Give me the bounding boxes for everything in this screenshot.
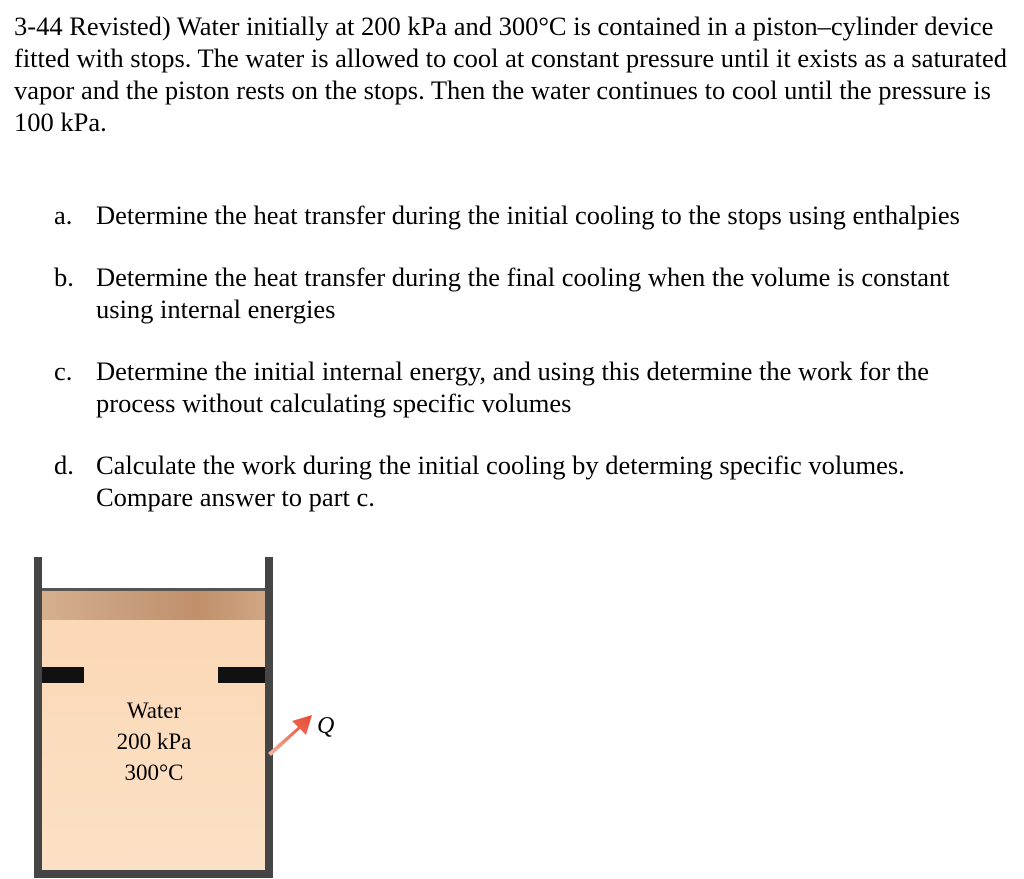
part-d-letter: d. [54, 450, 74, 480]
piston-top-edge [42, 588, 265, 591]
part-c-text: Determine the initial internal energy, and using this determine the work for the process without calculating specific volumes [96, 356, 930, 418]
question-parts-list [54, 199, 1004, 543]
part-c-letter: c. [54, 356, 73, 386]
heat-arrow [268, 715, 312, 756]
part-b [54, 261, 1004, 325]
part-d [54, 449, 1004, 513]
part-a-text: Determine the heat transfer during the initial cooling to the stops using enthalpies [96, 200, 960, 230]
problem-statement: 3-44 Revisted) Water initially at 200 kPa and 300°C is contained in a piston–cylinder device fitted with stops. The water is allowed to cool at constant pressure until it exists as a saturated vapor and the piston rests on the stops. Then the water continues to cool until the pressure is 100 kPa. [14, 11, 1008, 137]
part-b-text: Determine the heat transfer during the final cooling when the volume is constant using internal energies [96, 262, 950, 324]
bottom-wall [34, 870, 273, 878]
left-stop [42, 667, 84, 683]
right-wall [265, 557, 273, 877]
heat-symbol-label: Q [317, 713, 335, 739]
right-stop [218, 667, 265, 683]
part-c [54, 355, 1004, 419]
left-wall [34, 557, 42, 877]
part-a [54, 199, 1004, 231]
part-b-letter: b. [54, 262, 74, 292]
pressure-label: 200 kPa [116, 729, 192, 754]
temperature-label: 300°C [124, 760, 184, 785]
piston-cylinder-figure [30, 555, 370, 879]
part-d-text: Calculate the work during the initial cooling by determing specific volumes. Compare answer to part c. [96, 450, 905, 512]
part-a-letter: a. [54, 200, 73, 230]
piston [42, 591, 265, 620]
water-label: Water [126, 698, 182, 723]
